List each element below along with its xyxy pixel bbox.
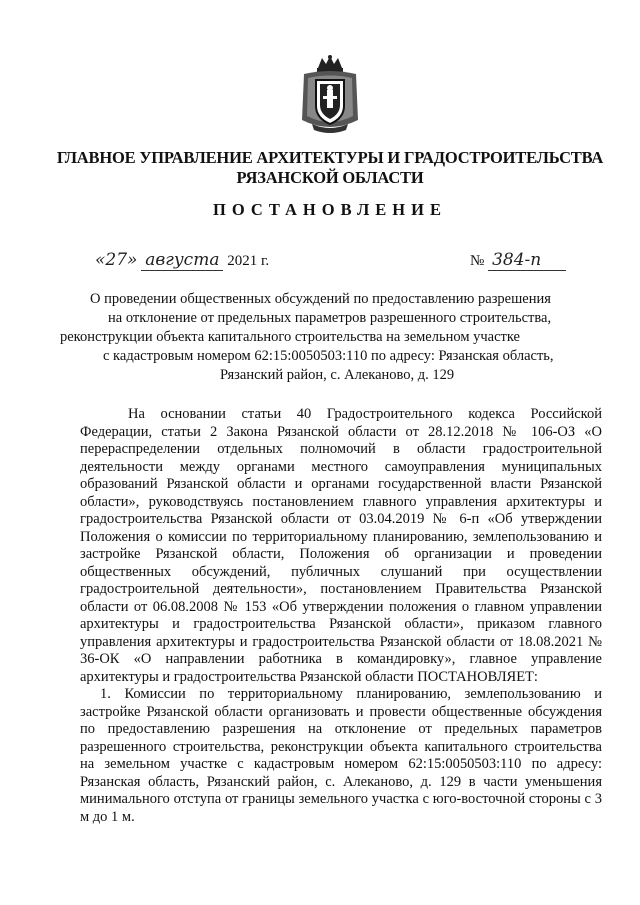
document-number [470, 250, 566, 271]
document-body [80, 406, 602, 826]
document-date [95, 250, 269, 271]
date-month: августа [141, 250, 223, 271]
number-prefix: № [470, 253, 485, 269]
coat-of-arms-icon [298, 54, 362, 136]
date-close-quote: » [127, 250, 138, 270]
preamble-paragraph: На основании статьи 40 Градостроительного кодекса Российской Федерации, статьи 2 Закона Рязанской области от 28.12.2018 № 106-ОЗ «О перераспределении отдельных полномочий в области градостроительной деятельности между органами местного самоуправления муниципальных образований Рязанской области и органами государственной власти Рязанской области», руководствуясь постановлением главного управления архитектуры и градостроительства Рязанской области от 03.04.2019 № 6-п «Об утверждении Положения о комиссии по территориальному планированию, землепользованию и застройке Рязанской области, Положения об организации и проведении общественных обсуждений, публичных слушаний при осуществлении градостроительной деятельности», постановлением Правительства Рязанской области от 06.08.2008 № 153 «Об утверждении положения о главном управлении архитектуры и градостроительства Рязанской области», приказом главного управления архитектуры и градостроительства Рязанской области от 18.08.2021 № 36-ОК «О направлении работника в командировку», главное управление архитектуры и градостроительства Рязанской области ПОСТАНОВЛЯЕТ: [80, 406, 602, 685]
number-value: 384-п [488, 250, 566, 271]
organization-name-line1: ГЛАВНОЕ УПРАВЛЕНИЕ АРХИТЕКТУРЫ И ГРАДОСТРОИТЕЛЬСТВА [56, 148, 604, 167]
date-day: 27 [105, 250, 128, 270]
resolution-item-1: 1. Комиссии по территориальному планированию, землепользованию и застройке Рязанской области организовать и провести общественные обсуждения по предоставлению разрешения на отклонение от предельных параметров разрешенного строительства, реконструкции объекта капитального строительства на земельном участке с кадастровым номером 62:15:0050503:110 по адресу: Рязанская область, Рязанский район, с. Алеканово, д. 129 в части уменьшения минимального отступа от границы земельного участка с юго-восточной стороны с 3 м до 1 м. [80, 686, 602, 825]
date-year: 2021 г. [227, 253, 270, 269]
organization-name-line2: РЯЗАНСКОЙ ОБЛАСТИ [236, 168, 424, 187]
subject-line: О проведении общественных обсуждений по предоставлению разрешения [90, 291, 551, 307]
document-subject [55, 290, 615, 385]
date-open-quote: « [95, 250, 106, 270]
subject-line: Рязанский район, с. Алеканово, д. 129 [220, 367, 455, 383]
subject-line: реконструкции объекта капитального строительства на земельном участке [60, 329, 520, 345]
document-type-title: ПОСТАНОВЛЕНИЕ [213, 200, 447, 219]
subject-line: с кадастровым номером 62:15:0050503:110 по адресу: Рязанская область, [103, 348, 554, 364]
subject-line: на отклонение от предельных параметров разрешенного строительства, [108, 310, 552, 326]
